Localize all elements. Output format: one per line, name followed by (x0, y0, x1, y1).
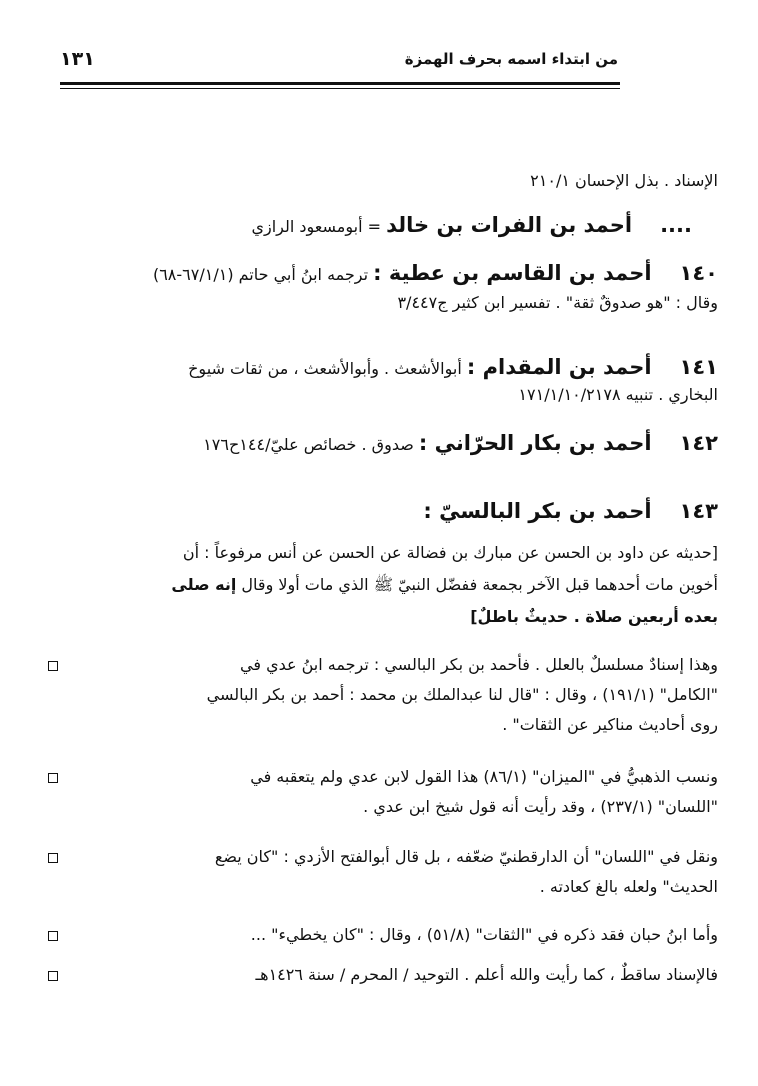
header-rule-thick (60, 82, 620, 85)
entry-143-number: ١٤٣ (679, 499, 718, 523)
bullet-4-line-1: وأما ابنُ حبان فقد ذكره في "الثقات" (٥١/٨) ، وقال : "كان يخطيء" ... (250, 925, 718, 944)
entry-140-rest: ترجمه ابنُ أبي حاتم (٦٧/١/١-٦٨) (152, 265, 369, 284)
bullet-1-line-2: "الكامل" (١٩١/١) ، وقال : "قال لنا عبدالملك بن محمد : أحمد بن بكر البالسي (206, 685, 718, 704)
entry-141-rest: أبوالأشعث . وأبوالأشعث ، من ثقات شيوخ (188, 359, 462, 378)
isnad-reference-text: الإسناد . بذل الإحسان ٢١٠/١ (530, 171, 718, 190)
entry-141-name: أحمد بن المقدام : (466, 355, 652, 379)
square-bullet-icon (48, 661, 58, 671)
entry-143 (423, 498, 718, 526)
page-number: ١٣١ (60, 48, 95, 70)
isnad-reference (530, 168, 718, 194)
entry-dots-rest: = أبومسعود الرازي (251, 217, 382, 236)
entry-dots (251, 212, 692, 240)
bullet-1-line-3: روى أحاديث مناكير عن الثقات" . (502, 715, 718, 734)
entry-143-name: أحمد بن بكر البالسيّ : (423, 499, 652, 523)
entry-141 (188, 354, 718, 382)
hadith-line-1 (183, 540, 718, 566)
entry-140 (153, 260, 718, 288)
entry-142-name: أحمد بن بكار الحرّاني : (418, 431, 652, 455)
entry-142-rest: صدوق . خصائص عليّ/١٤٤ح١٧٦ (203, 435, 414, 454)
bullet-2-line-1: ونسب الذهبيُّ في "الميزان" (٨٦/١) هذا القول لابن عدي ولم يتعقبه في (250, 767, 718, 786)
hadith-line-2 (171, 572, 718, 598)
bullet-1-line-1: وهذا إسنادٌ مسلسلٌ بالعلل . فأحمد بن بكر البالسي : ترجمه ابنُ عدي في (240, 655, 718, 674)
entry-142-number: ١٤٢ (679, 431, 718, 455)
hadith-line-1-text: [حديثه عن داود بن الحسن عن مبارك بن فضالة عن الحسن عن أنس مرفوعاً : أن (182, 543, 718, 562)
hadith-line-3-text: بعده أربعين صلاة . حديثٌ باطلٌ] (470, 607, 718, 626)
running-title: من ابتداء اسمه بحرف الهمزة (404, 50, 618, 68)
square-bullet-icon (48, 931, 58, 941)
entry-141-line-2-text: البخاري . تنبيه ١٧١/١/١٠/٢١٧٨ (518, 385, 718, 404)
entry-141-number: ١٤١ (679, 355, 718, 379)
entry-140-line-2 (397, 290, 718, 316)
square-bullet-icon (48, 971, 58, 981)
hadith-line-2-bold: إنه صلى (171, 575, 237, 594)
entry-140-number: ١٤٠ (679, 261, 718, 285)
entry-dots-marker: .... (660, 213, 692, 237)
entry-141-line-2 (518, 382, 718, 408)
bullet-3-line-2: الحديث" ولعله بالغ كعادته . (539, 877, 718, 896)
bullet-5-line-1: فالإسناد ساقطٌ ، كما رأيت والله أعلم . التوحيد / المحرم / سنة ١٤٢٦هـ (255, 965, 718, 984)
page-header (60, 46, 618, 76)
hadith-line-3 (470, 604, 718, 630)
entry-dots-name: أحمد بن الفرات بن خالد (386, 213, 633, 237)
header-rule-thin (60, 88, 620, 89)
square-bullet-icon (48, 773, 58, 783)
entry-140-line-2-text: وقال : "هو صدوقٌ ثقة" . تفسير ابن كثير ج٣/٤٤٧ (397, 293, 718, 312)
hadith-line-2-text: أخوين مات أحدهما قبل الآخر بجمعة ففضّل النبيّ ﷺ الذي مات أولا وقال (241, 575, 718, 594)
square-bullet-icon (48, 853, 58, 863)
entry-142 (203, 430, 718, 458)
bullet-3-line-1: ونقل في "اللسان" أن الدارقطنيّ ضعّفه ، بل قال أبوالفتح الأزدي : "كان يضع (214, 847, 718, 866)
bullet-2-line-2: "اللسان" (٢٣٧/١) ، وقد رأيت أنه قول شيخ ابن عدي . (363, 797, 718, 816)
entry-140-name: أحمد بن القاسم بن عطية : (373, 261, 652, 285)
